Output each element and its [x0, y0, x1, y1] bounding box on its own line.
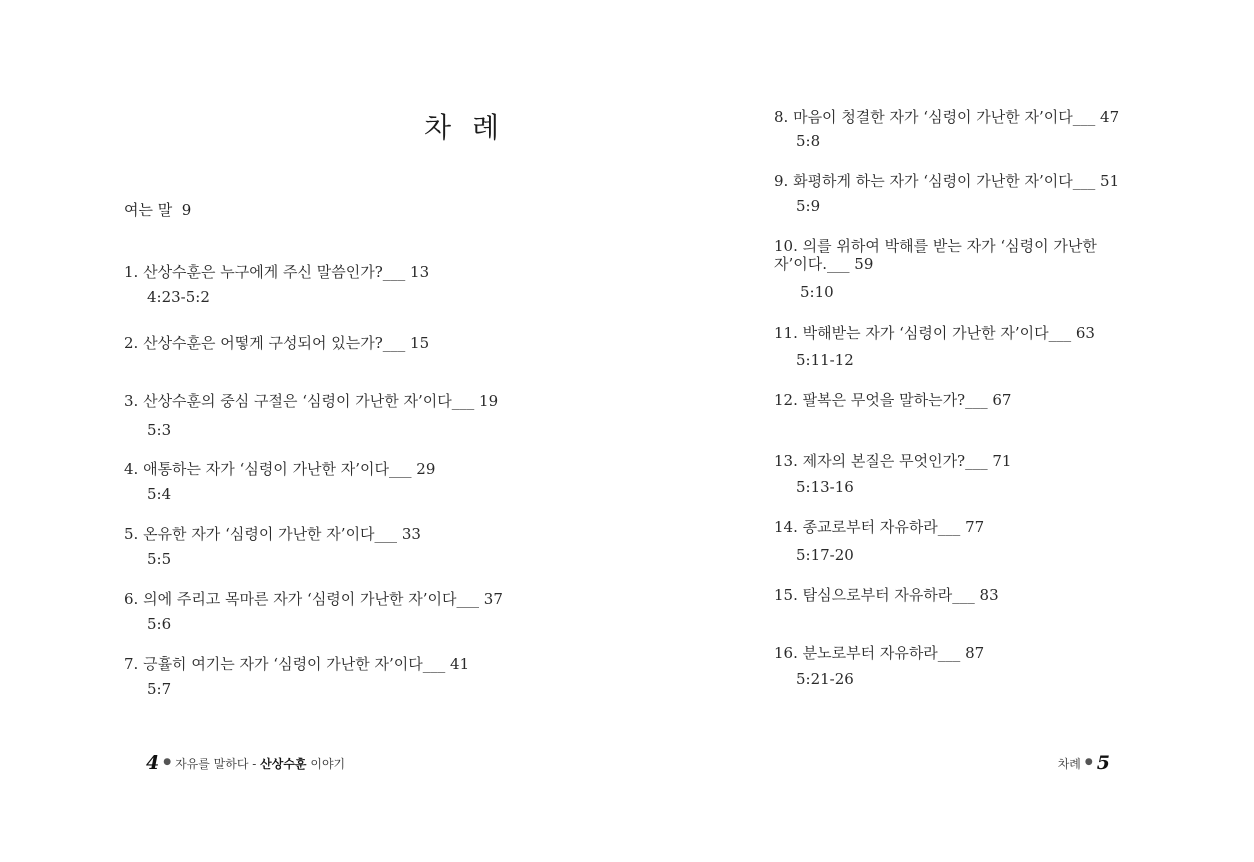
bullet-dot-icon: ● — [163, 757, 172, 767]
toc-entry: 8. 마음이 청결한 자가 ‘심령이 가난한 자’이다___ 47 — [774, 108, 1120, 126]
book-title-bold: 산상수훈 — [260, 757, 307, 771]
toc-intro-label: 여는 말 — [124, 201, 173, 219]
toc-entry-verse: 5:13-16 — [796, 478, 854, 496]
toc-entry: 2. 산상수훈은 어떻게 구성되어 있는가?___ 15 — [124, 334, 430, 352]
toc-entry: 11. 박해받는 자가 ‘심령이 가난한 자’이다___ 63 — [774, 324, 1095, 342]
toc-entry: 12. 팔복은 무엇을 말하는가?___ 67 — [774, 391, 1012, 409]
toc-entry-verse: 5:3 — [147, 421, 172, 439]
toc-entry: 14. 종교로부터 자유하라___ 77 — [774, 518, 985, 536]
toc-entry-verse: 5:4 — [147, 485, 172, 503]
toc-entry: 13. 제자의 본질은 무엇인가?___ 71 — [774, 452, 1012, 470]
toc-entry: 1. 산상수훈은 누구에게 주신 말씀인가?___ 13 — [124, 263, 430, 281]
toc-entry: 7. 긍휼히 여기는 자가 ‘심령이 가난한 자’이다___ 41 — [124, 655, 470, 673]
toc-entry-verse: 5:5 — [147, 550, 172, 568]
toc-entry-verse: 5:9 — [796, 197, 821, 215]
toc-entry-verse: 4:23-5:2 — [147, 288, 210, 306]
toc-entry: 3. 산상수훈의 중심 구절은 ‘심령이 가난한 자’이다___ 19 — [124, 392, 499, 410]
toc-title: 차 례 — [424, 111, 505, 144]
toc-intro-page: 9 — [181, 201, 192, 219]
book-title-suffix: 이야기 — [306, 757, 346, 771]
toc-entry-verse: 5:11-12 — [796, 351, 854, 369]
toc-entry-verse: 5:6 — [147, 615, 172, 633]
toc-entry: 10. 의를 위하여 박해를 받는 자가 ‘심령이 가난한 자’이다.___ 59 — [774, 237, 1097, 273]
bullet-dot-icon: ● — [1084, 757, 1093, 767]
toc-entry-verse: 5:10 — [800, 283, 834, 301]
running-header-section: 차례 — [1057, 757, 1081, 771]
running-header-book-title — [175, 757, 345, 771]
toc-intro — [124, 199, 191, 220]
toc-entry-verse: 5:8 — [796, 132, 821, 150]
toc-entry: 4. 애통하는 자가 ‘심령이 가난한 자’이다___ 29 — [124, 460, 436, 478]
toc-entry: 15. 탐심으로부터 자유하라___ 83 — [774, 586, 999, 604]
toc-entry-verse: 5:17-20 — [796, 546, 854, 564]
page-number-left: 4 — [146, 752, 160, 774]
toc-entry: 6. 의에 주리고 목마른 자가 ‘심령이 가난한 자’이다___ 37 — [124, 590, 503, 608]
footer-left — [146, 752, 345, 774]
toc-entry-verse: 5:7 — [147, 680, 172, 698]
toc-entry: 5. 온유한 자가 ‘심령이 가난한 자’이다___ 33 — [124, 525, 421, 543]
toc-entry: 9. 화평하게 하는 자가 ‘심령이 가난한 자’이다___ 51 — [774, 172, 1120, 190]
footer-right — [1058, 752, 1110, 774]
toc-entry-verse: 5:21-26 — [796, 670, 854, 688]
page-number-right: 5 — [1096, 752, 1110, 774]
book-title-prefix: 자유를 말하다 - — [175, 757, 261, 771]
toc-entry: 16. 분노로부터 자유하라___ 87 — [774, 644, 985, 662]
